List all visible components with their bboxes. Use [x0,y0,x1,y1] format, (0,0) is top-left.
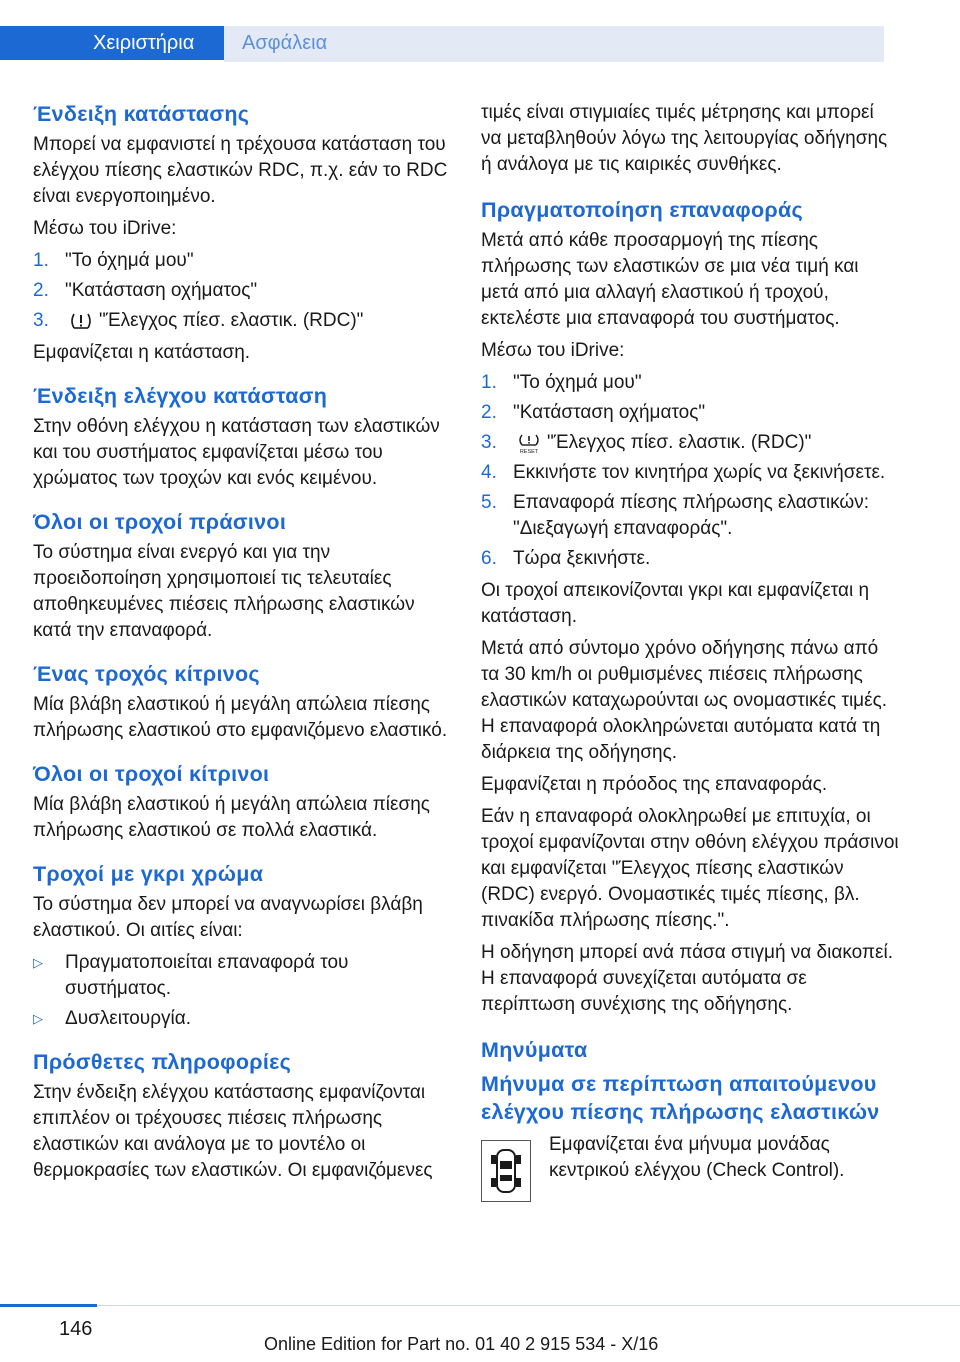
section-title-grey-wheels: Τροχοί με γκρι χρώμα [33,862,264,886]
section-title-one-yellow: Ένας τροχός κίτρινος [33,662,260,686]
list-item: 3. RESET "Έλεγχος πίεσ. ελαστικ. (RDC)" [481,432,812,454]
paragraph: τιμές είναι στιγμιαίες τιμές μέτρησης και μπορεί να μεταβληθούν λόγω της λειτουργίας οδήγησης ή ανάλογα με τις καιρικές συνθήκες. [481,102,888,175]
tab-controls[interactable]: Χειριστήρια [0,26,224,60]
list-item: ▷ Δυσλειτουργία. [33,1006,451,1032]
footer-accent-rule [0,1304,97,1307]
steps-list [481,370,899,572]
list-item: ▷ Πραγματοποιείται επαναφορά του συστήματος. [33,950,451,1002]
paragraph: Μέσω του iDrive: [481,340,625,361]
car-tire-check-icon [481,1140,531,1202]
list-item: 6. Τώρα ξεκινήστε. [481,548,651,569]
paragraph: Εμφανίζεται η κατάσταση. [33,342,251,363]
right-column [481,100,899,1202]
header-tabs [0,26,884,60]
section-title-all-yellow: Όλοι οι τροχοί κίτρινοι [33,762,270,786]
list-item: 1. "Το όχημά μου" [481,372,642,393]
section-title-additional-info: Πρόσθετες πληροφορίες [33,1050,292,1074]
tire-pressure-warning-icon [69,312,93,330]
triangle-bullet-icon: ▷ [33,1011,43,1026]
paragraph: Εάν η επαναφορά ολοκληρωθεί με επιτυχία, οι τροχοί εμφανίζονται στην οθόνη ελέγχου πράσινοι και εμφανίζεται "Έλεγχος πίεσης ελαστικών (RDC) ενεργό. Ονομαστικές τιμές πίεσης, βλ. πινακίδα πλήρωσης πίεσης.". [481,806,899,931]
tab-safety[interactable]: Ασφάλεια [224,26,884,60]
paragraph: Στην ένδειξη ελέγχου κατάστασης εμφανίζονται επιπλέον οι τρέχουσες πιέσεις πλήρωσης ελαστικών και ανάλογα με το μοντέλο οι θερμοκρασίες των ελαστικών. Οι εμφανιζόμενες [33,1082,433,1181]
section-title-all-green: Όλοι οι τροχοί πράσινοι [33,510,287,534]
paragraph: Εμφανίζεται η πρόοδος της επαναφοράς. [481,774,828,795]
svg-text:RESET: RESET [519,448,539,454]
edition-note: Online Edition for Part no. 01 40 2 915 534 - X/16 [264,1334,659,1354]
paragraph: Στην οθόνη ελέγχου η κατάσταση των ελαστικών και του συστήματος εμφανίζεται μέσω του χρώματος των τροχών και ενός κειμένου. [33,416,440,489]
paragraph: Το σύστημα δεν μπορεί να αναγνωρίσει βλάβη ελαστικού. Οι αιτίες είναι: [33,894,423,941]
list-item: 3. "Έλεγχος πίεσ. ελαστικ. (RDC)" [33,310,364,331]
section-title-control-display: Ένδειξη ελέγχου κατάσταση [33,384,328,408]
section-title-perform-reset: Πραγματοποίηση επαναφοράς [481,198,803,222]
page-number: 146 [59,1318,93,1340]
bullet-list [33,950,451,1032]
section-title-status-display: Ένδειξη κατάστασης [33,102,250,126]
paragraph: Μία βλάβη ελαστικού ή μεγάλη απώλεια πίεσης πλήρωσης ελαστικού σε πολλά ελαστικά. [33,794,430,841]
paragraph: Η οδήγηση μπορεί ανά πάσα στιγμή να διακοπεί. Η επαναφορά συνεχίζεται αυτόματα σε περίπτωση συνέχισης της οδήγησης. [481,942,893,1015]
triangle-bullet-icon: ▷ [33,955,43,970]
paragraph: Μία βλάβη ελαστικού ή μεγάλη απώλεια πίεσης πλήρωσης ελαστικού στο εμφανιζόμενο ελαστικό. [33,694,448,741]
list-item: 5. Επαναφορά πίεσης πλήρωσης ελαστικών: "Διεξαγωγή επαναφοράς". [481,492,870,539]
paragraph: Μέσω του iDrive: [33,218,177,239]
paragraph: Οι τροχοί απεικονίζονται γκρι και εμφανίζεται η κατάσταση. [481,580,870,627]
list-item: 2. "Κατάσταση οχήματος" [481,402,706,423]
header-rule [224,60,884,62]
message-row [481,1132,899,1202]
steps-list [33,248,451,334]
list-item: 1. "Το όχημά μου" [33,250,194,271]
paragraph: Μπορεί να εμφανιστεί η τρέχουσα κατάσταση του ελέγχου πίεσης ελαστικών RDC, π.χ. εάν το RDC είναι ενεργοποιημένο. [33,134,448,207]
section-title-messages: Μηνύματα [481,1038,588,1062]
paragraph: Μετά από σύντομο χρόνο οδήγησης πάνω από τα 30 km/h οι ρυθμισμένες πιέσεις πλήρωσης ελαστικών καταχωρούνται ως ονομαστικές τιμές. Η επαναφορά ολοκληρώνεται αυτόματα κατά τη διάρκεια της οδήγησης. [481,638,888,763]
section-title-pressure-check-message: Μήνυμα σε περίπτωση απαιτούμενου ελέγχου πίεσης πλήρωσης ελαστικών [481,1072,880,1124]
list-item: 2. "Κατάσταση οχήματος" [33,280,258,301]
list-item: 4. Εκκινήστε τον κινητήρα χωρίς να ξεκινήσετε. [481,462,886,483]
footer-rule [97,1305,960,1306]
left-column [33,100,451,1190]
tire-pressure-reset-icon [517,434,541,452]
paragraph: Μετά από κάθε προσαρμογή της πίεσης πλήρωσης των ελαστικών σε μια νέα τιμή και μετά από μια αλλαγή ελαστικού ή τροχού, εκτελέστε μια επαναφορά του συστήματος. [481,230,859,329]
paragraph: Εμφανίζεται ένα μήνυμα μονάδας κεντρικού ελέγχου (Check Control). [549,1134,845,1181]
paragraph: Το σύστημα είναι ενεργό και για την προειδοποίηση χρησιμοποιεί τις τελευταίες αποθηκευμένες πιέσεις πλήρωσης ελαστικών κατά την επαναφορά. [33,542,415,641]
